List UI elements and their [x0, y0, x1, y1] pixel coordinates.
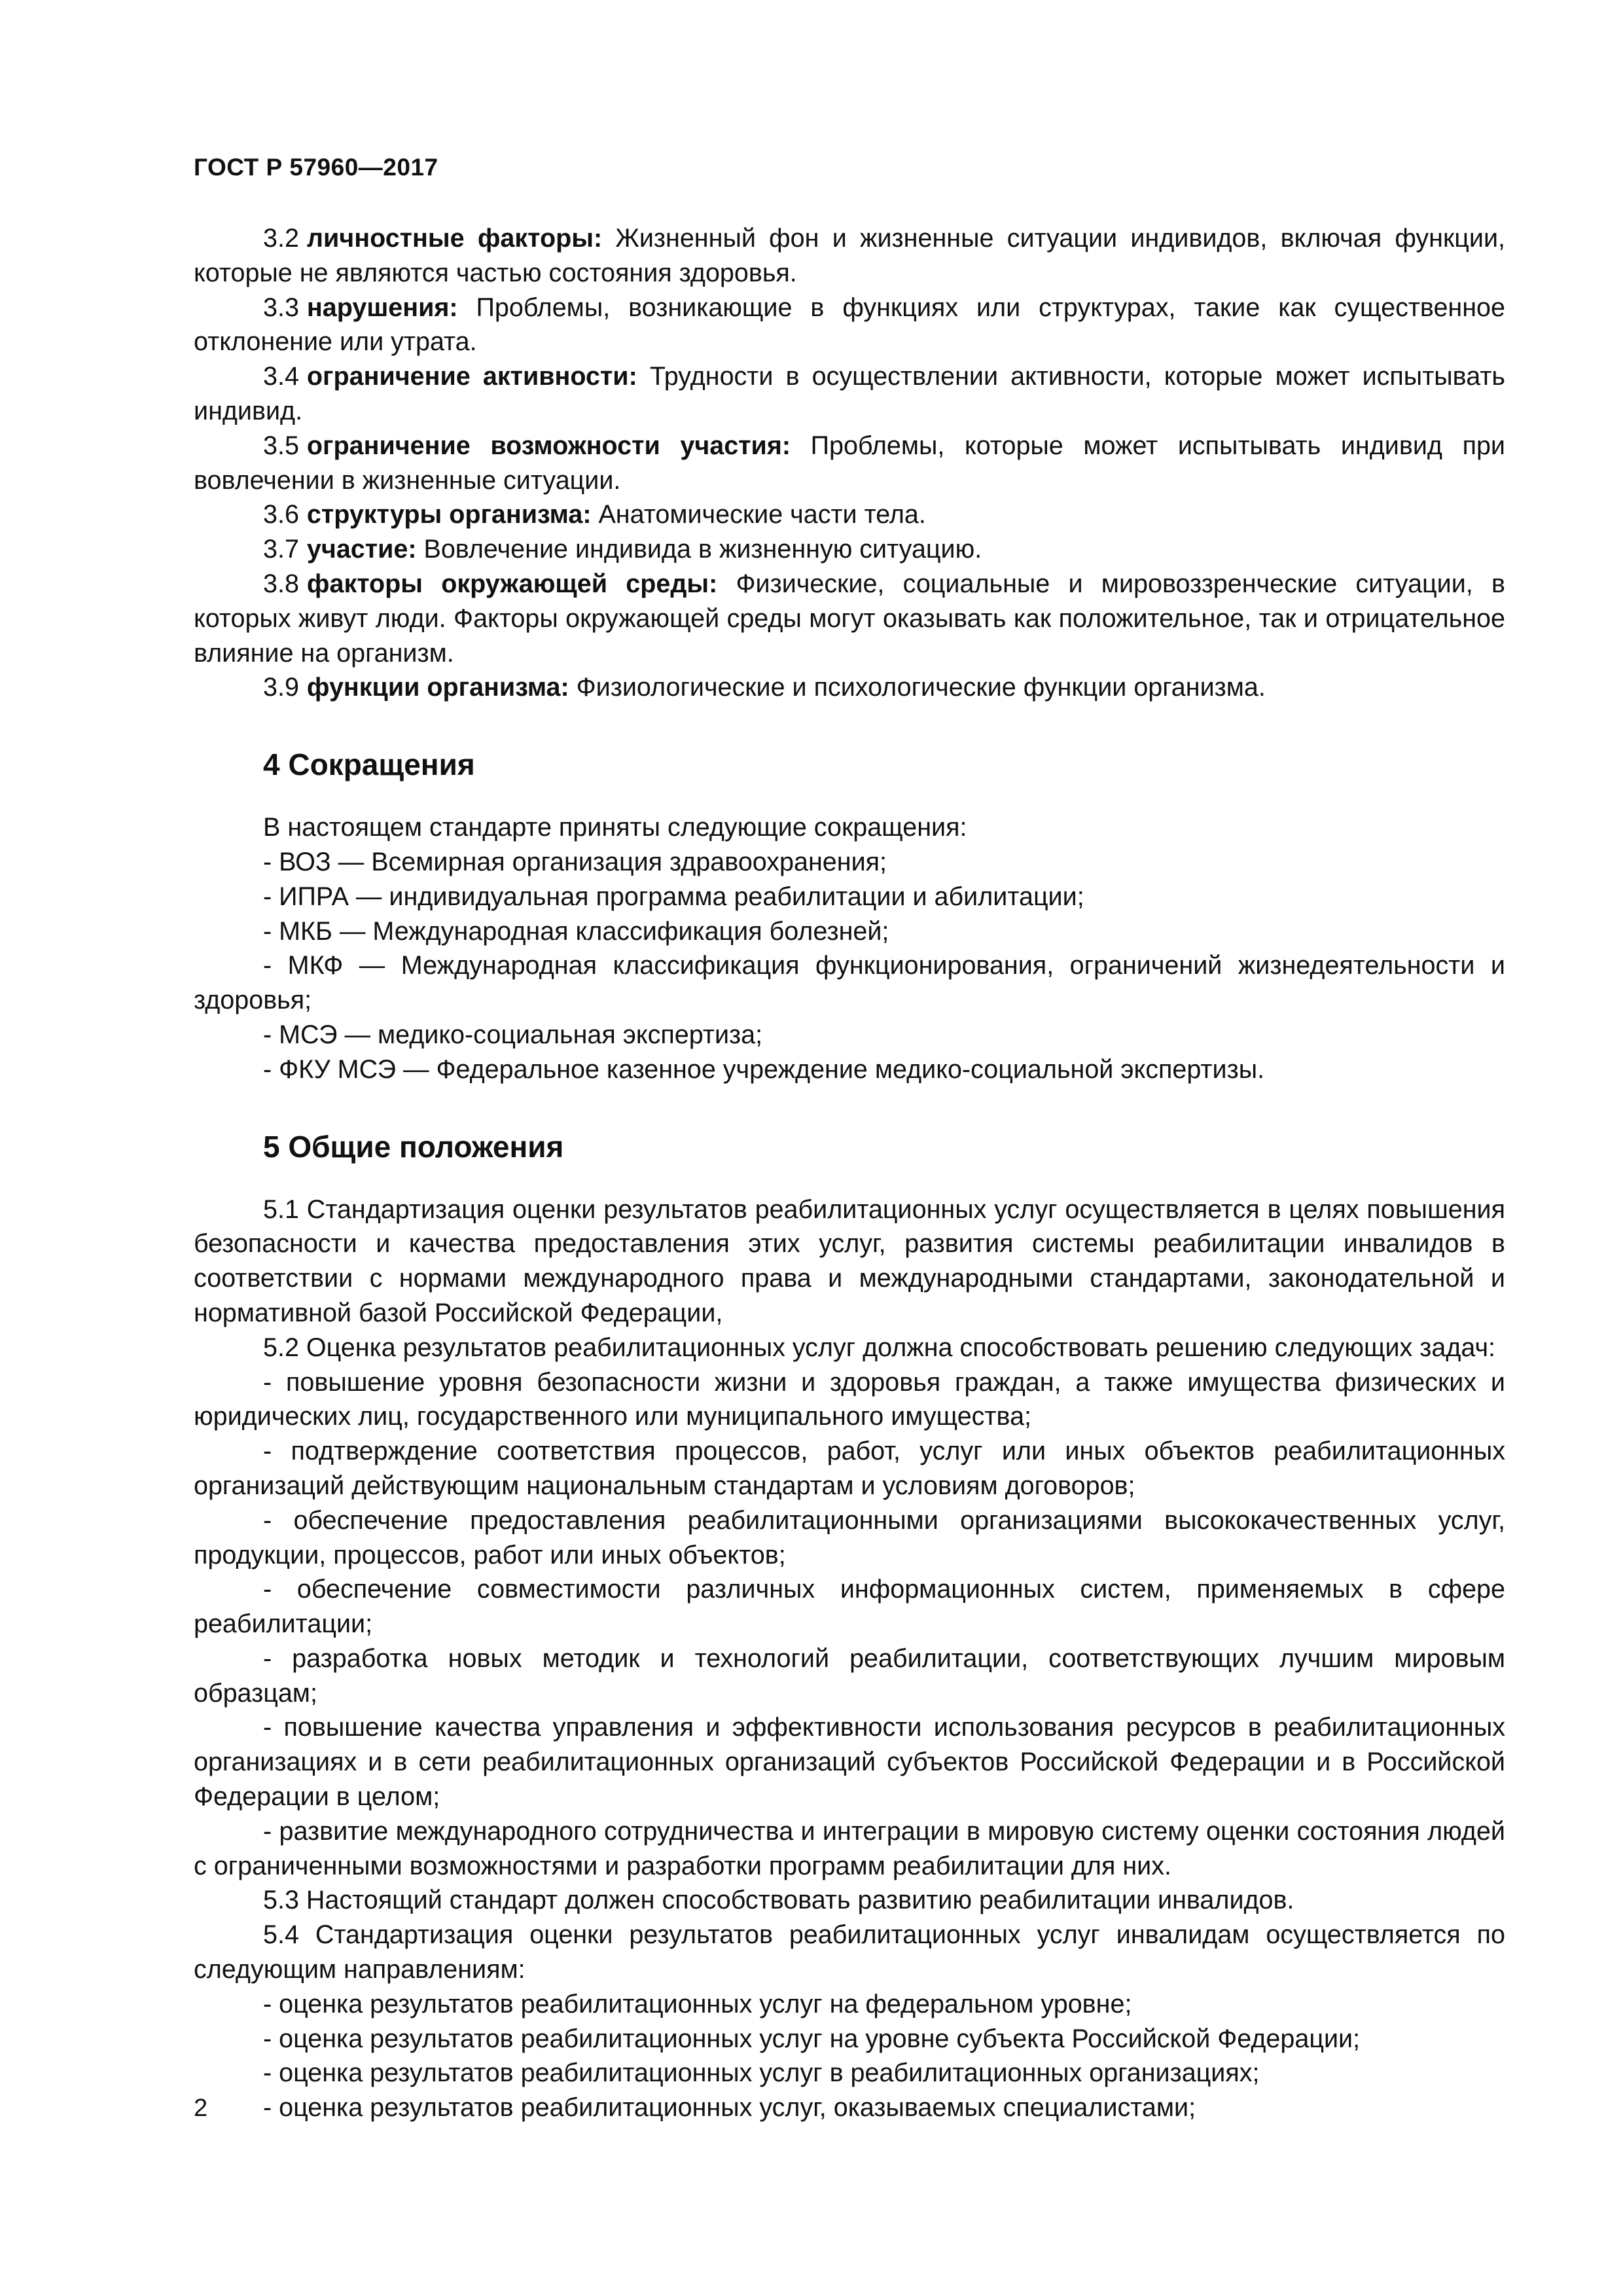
definition-text: Жизненный фон и жизненные ситуации индивидов, включая функции, которые не являются частью состояния здоровья. — [194, 224, 1505, 287]
document-code-header: ГОСТ Р 57960—2017 — [194, 154, 438, 181]
task-item: - подтверждение соответствия процессов, работ, услуг или иных объектов реабилитационных организаций действующим национальным стандартам и условиям договоров; — [194, 1437, 1505, 1500]
definition-number: 3.7 — [263, 535, 299, 564]
definition-text: Анатомические части тела. — [591, 500, 926, 529]
definition-3-5 — [194, 429, 1505, 498]
direction-item: - оценка результатов реабилитационных услуг в реабилитационных организациях; — [263, 2058, 1260, 2088]
task-item: - обеспечение совместимости различных информационных систем, применяемых в сфере реабилитации; — [194, 1575, 1505, 1639]
definition-text: Физические, социальные и мировоззренческие ситуации, в которых живут люди. Факторы окружающей среды могут оказывать как положительное, так и отрицательное влияние на организм. — [194, 569, 1505, 668]
definition-term: функции организма: — [306, 673, 569, 702]
definition-3-7 — [194, 532, 1505, 567]
task-item: - обеспечение предоставления реабилитационными организациями высококачественных услуг, продукции, процессов, работ или иных объектов; — [194, 1505, 1505, 1570]
definition-term: нарушения: — [306, 293, 458, 322]
abbreviation-item: - ИПРА — индивидуальная программа реабилитации и абилитации; — [263, 882, 1084, 911]
definition-term: ограничение возможности участия: — [306, 431, 791, 460]
definition-text: Вовлечение индивида в жизненную ситуацию. — [416, 535, 982, 564]
abbreviation-item: - ВОЗ — Всемирная организация здравоохранения; — [263, 847, 887, 876]
abbreviation-item: - МКБ — Международная классификация болезней; — [263, 916, 889, 946]
definition-text: Проблемы, возникающие в функциях или структурах, такие как существенное отклонение или утрата. — [194, 293, 1505, 357]
task-item: - разработка новых методик и технологий реабилитации, соответствующих лучшим мировым образцам; — [194, 1643, 1505, 1708]
definition-3-8 — [194, 567, 1505, 670]
definition-number: 3.2 — [263, 224, 299, 253]
definition-3-4 — [194, 359, 1505, 429]
definition-term: участие: — [306, 535, 417, 564]
definition-3-2 — [194, 221, 1505, 291]
definition-term: факторы окружающей среды: — [306, 569, 718, 598]
task-item: - повышение качества управления и эффективности использования ресурсов в реабилитационных организациях и в сети реабилитационных организаций субъектов Российской Федерации и в Российской Федерации в целом; — [194, 1713, 1505, 1812]
definition-text: Проблемы, которые может испытывать индивид при вовлечении в жизненные ситуации. — [194, 431, 1505, 495]
paragraph-5-4: 5.4 Стандартизация оценки результатов реабилитационных услуг инвалидам осуществляется по следующим направлениям: — [194, 1920, 1505, 1984]
definition-3-9 — [194, 670, 1505, 705]
definition-text: Трудности в осуществлении активности, которые может испытывать индивид. — [194, 362, 1505, 425]
paragraph-5-1: 5.1 Стандартизация оценки результатов реабилитационных услуг осуществляется в целях повышения безопасности и качества предоставления этих услуг, развития системы реабилитации инвалидов в соответствии с нормами международного права и международными стандартами, законодательной и нормативной базой Российской Федерации, — [194, 1194, 1505, 1327]
definition-number: 3.9 — [263, 673, 299, 702]
definition-text: Физиологические и психологические функции организма. — [569, 673, 1266, 702]
paragraph-5-3: 5.3 Настоящий стандарт должен способствовать развитию реабилитации инвалидов. — [263, 1886, 1294, 1915]
abbreviation-item: - МКФ — Международная классификация функционирования, ограничений жизнедеятельности и здоровья; — [194, 951, 1505, 1015]
document-page — [194, 0, 1505, 2296]
direction-item: - оценка результатов реабилитационных услуг на федеральном уровне; — [263, 1989, 1132, 2018]
definition-number: 3.8 — [263, 569, 299, 598]
direction-item: - оценка результатов реабилитационных услуг на уровне субъекта Российской Федерации; — [263, 2024, 1361, 2053]
abbreviations-intro: В настоящем стандарте приняты следующие сокращения: — [263, 813, 967, 842]
definition-3-6 — [194, 497, 1505, 532]
definition-number: 3.4 — [263, 362, 299, 391]
direction-item: - оценка результатов реабилитационных услуг, оказываемых специалистами; — [263, 2093, 1196, 2123]
definition-number: 3.6 — [263, 500, 299, 529]
definition-3-3 — [194, 291, 1505, 360]
section-heading-general-provisions: 5 Общие положения — [263, 1129, 564, 1164]
definition-number: 3.5 — [263, 431, 299, 460]
task-item: - развитие международного сотрудничества и интеграции в мировую систему оценки состояния людей с ограниченными возможностями и разработки программ реабилитации для них. — [194, 1816, 1505, 1880]
definition-term: структуры организма: — [306, 500, 592, 529]
definition-term: ограничение активности: — [306, 362, 637, 391]
definition-number: 3.3 — [263, 293, 299, 322]
section-heading-abbreviations: 4 Сокращения — [263, 747, 475, 782]
abbreviation-item: - МСЭ — медико-социальная экспертиза; — [263, 1020, 763, 1049]
task-item: - повышение уровня безопасности жизни и здоровья граждан, а также имущества физических и юридических лиц, государственного или муниципального имущества; — [194, 1367, 1505, 1431]
page-number: 2 — [194, 2094, 208, 2122]
abbreviation-item: - ФКУ МСЭ — Федеральное казенное учреждение медико-социальной экспертизы. — [263, 1054, 1265, 1084]
document-body — [194, 221, 1505, 2125]
definition-term: личностные факторы: — [306, 224, 603, 253]
paragraph-5-2: 5.2 Оценка результатов реабилитационных услуг должна способствовать решению следующих задач: — [263, 1333, 1496, 1362]
